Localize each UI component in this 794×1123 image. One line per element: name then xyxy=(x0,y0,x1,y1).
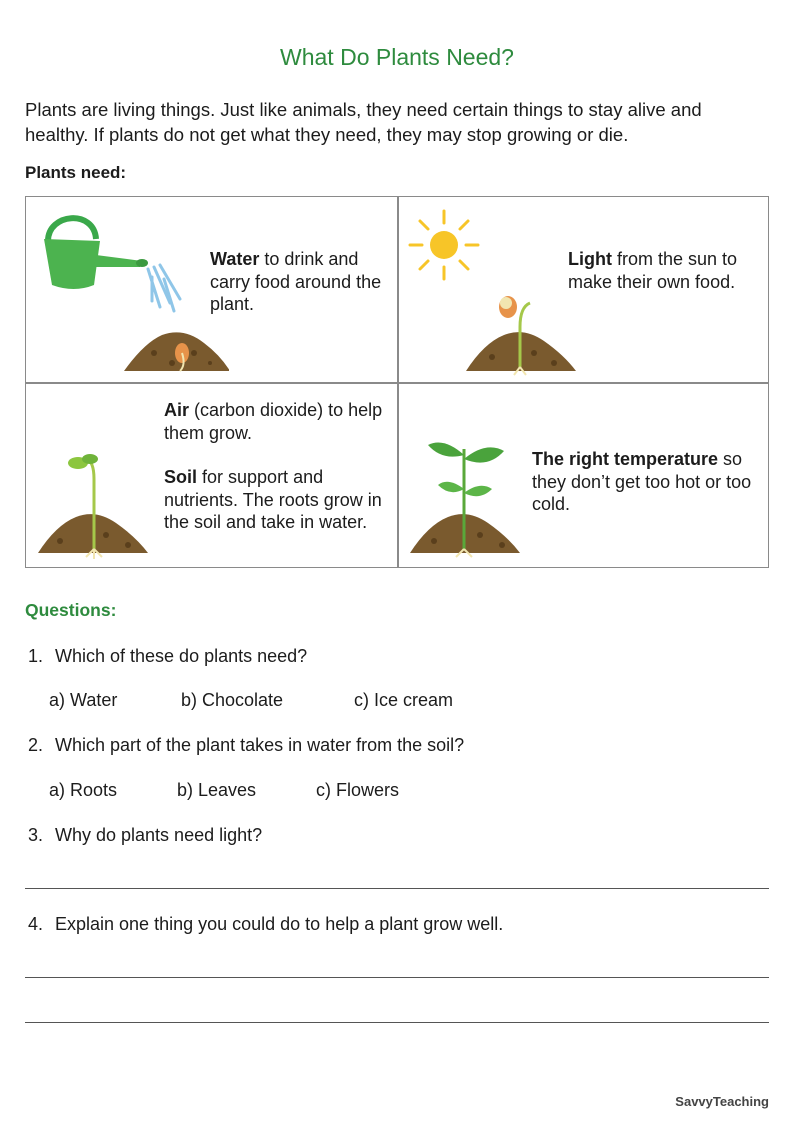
intro-paragraph: Plants are living things. Just like animals, they need certain things to stay alive and healthy. If plants do not get what they need, they may stop growing or die. xyxy=(25,99,702,145)
question-1-option-c: c) Ice cream xyxy=(354,690,454,710)
answer-line-3[interactable] xyxy=(25,888,769,889)
footer-brand: SavvyTeaching xyxy=(675,1094,769,1109)
needs-label: Plants need: xyxy=(25,163,127,182)
needs-grid xyxy=(25,196,769,568)
temperature-text: The right temperature so they don’t get too hot or too cold. xyxy=(532,449,752,514)
watering-can-icon xyxy=(34,203,229,378)
seedling-icon xyxy=(408,437,523,559)
question-1-option-a: a) Water xyxy=(49,690,118,710)
sprout-icon xyxy=(36,453,151,559)
answer-line-4a[interactable] xyxy=(25,977,769,978)
water-text: Water to drink and carry food around the plant. xyxy=(210,249,382,314)
question-1-option-b: b) Chocolate xyxy=(181,690,284,710)
sprouting-seed-icon xyxy=(464,287,579,377)
question-2-option-b: b) Leaves xyxy=(177,780,257,800)
question-2-option-a: a) Roots xyxy=(49,780,118,800)
question-2-option-c: c) Flowers xyxy=(316,780,400,800)
air-text: Air (carbon dioxide) to help them grow. xyxy=(164,400,383,443)
question-3: 3. Why do plants need light? xyxy=(28,825,263,845)
question-4: 4. Explain one thing you could do to help a plant grow well. xyxy=(28,914,504,934)
light-text: Light from the sun to make their own food. xyxy=(568,249,738,292)
answer-line-4b[interactable] xyxy=(25,1022,769,1023)
sun-icon xyxy=(406,207,486,287)
grid-divider-horizontal xyxy=(26,382,768,384)
question-1: 1. Which of these do plants need? xyxy=(28,646,308,666)
soil-text: Soil for support and nutrients. The roots grow in the soil and take in water. xyxy=(164,467,382,532)
question-2: 2. Which part of the plant takes in water from the soil? xyxy=(28,735,465,755)
questions-heading: Questions: xyxy=(25,600,117,620)
page-title: What Do Plants Need? xyxy=(280,44,514,70)
